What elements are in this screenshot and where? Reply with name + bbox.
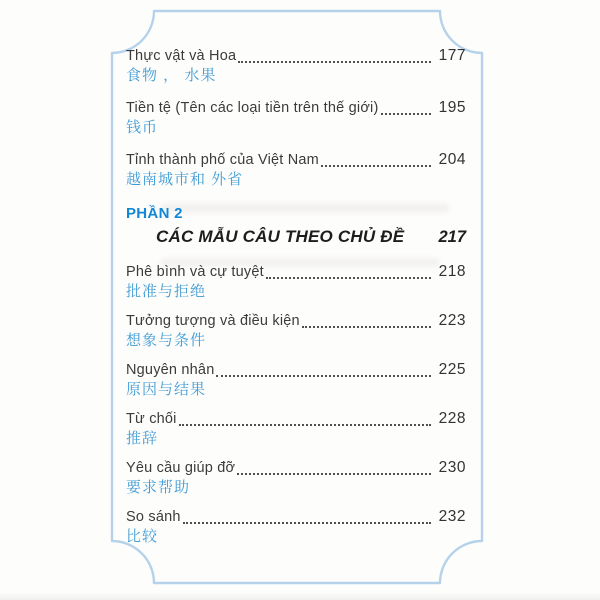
toc-entry-title: Từ chối: [126, 411, 177, 427]
toc-entry: [126, 507, 466, 547]
toc-entry-row: [126, 409, 466, 429]
toc-entry-page-number: 228: [438, 410, 466, 427]
section-page-number: 217: [438, 228, 466, 246]
scan-edge-shadow: [0, 592, 600, 600]
toc-entry: [126, 409, 466, 449]
dot-leader: [266, 277, 431, 279]
toc-entry: [126, 262, 466, 302]
toc-entry-page-number: 230: [438, 459, 466, 476]
toc-entry-row: [126, 311, 466, 331]
toc-entry: [126, 360, 466, 400]
toc-entry-translation: 越南城市和 外省: [126, 171, 244, 188]
toc-entry-title: Yêu cầu giúp đỡ: [126, 460, 236, 476]
dot-leader: [179, 424, 431, 426]
toc-entry-row: [126, 98, 466, 118]
toc-entry-translation: 想象与条件: [126, 332, 207, 349]
toc-entry-row: [126, 507, 466, 527]
dot-leader: [381, 113, 431, 115]
toc-entry-row: [126, 458, 466, 478]
section-title-row: [126, 224, 466, 250]
toc-entry: [126, 458, 466, 498]
toc-entry-translation: 钱币: [126, 119, 159, 136]
toc-entry-title: Phê bình và cự tuyệt: [126, 264, 264, 280]
dot-leader: [302, 326, 431, 328]
toc-entry-page-number: 218: [438, 263, 466, 280]
toc-entry-row: [126, 262, 466, 282]
toc-entry-title: Tiền tệ (Tên các loại tiền trên thế giới): [126, 100, 379, 116]
toc-entry: [126, 150, 466, 190]
toc-entry-title: So sánh: [126, 509, 181, 525]
toc-entry-translation: 食物 ， 水果: [126, 67, 217, 84]
toc-entry-page-number: 223: [438, 312, 466, 329]
section-title: CÁC MẪU CÂU THEO CHỦ ĐỀ: [156, 227, 405, 246]
toc-entry-title: Tưởng tượng và điều kiện: [126, 313, 300, 329]
toc-entry-translation: 要求帮助: [126, 479, 191, 496]
toc-entry-row: [126, 150, 466, 170]
toc-entry-translation: 推辞: [126, 430, 159, 447]
toc-entry-row: [126, 360, 466, 380]
toc-entry: [126, 311, 466, 351]
dot-leader: [321, 165, 431, 167]
dot-leader: [183, 522, 431, 524]
toc-entry-page-number: 204: [438, 151, 466, 168]
toc-entry-translation: 原因与结果: [126, 381, 207, 398]
toc-entry-page-number: 225: [438, 361, 466, 378]
toc-entry-translation: 批准与拒绝: [126, 283, 207, 300]
toc-entry-page-number: 195: [438, 99, 466, 116]
toc-entry-row: [126, 46, 466, 66]
dot-leader: [216, 375, 431, 377]
toc-entry: [126, 46, 466, 86]
toc-entry-page-number: 177: [438, 47, 466, 64]
section-heading-block: [126, 204, 466, 250]
dot-leader: [237, 473, 431, 475]
dot-leader: [238, 61, 431, 63]
toc-entry-title: Nguyên nhân: [126, 362, 215, 378]
toc-entry-title: Thực vật và Hoa: [126, 48, 237, 64]
toc-entry-title: Tỉnh thành phố của Việt Nam: [126, 152, 319, 168]
section-label: PHẦN 2: [126, 205, 183, 222]
toc-entry-page-number: 232: [438, 508, 466, 525]
toc-entry: [126, 98, 466, 138]
toc-entry-translation: 比较: [126, 528, 159, 545]
table-of-contents: [126, 46, 466, 556]
